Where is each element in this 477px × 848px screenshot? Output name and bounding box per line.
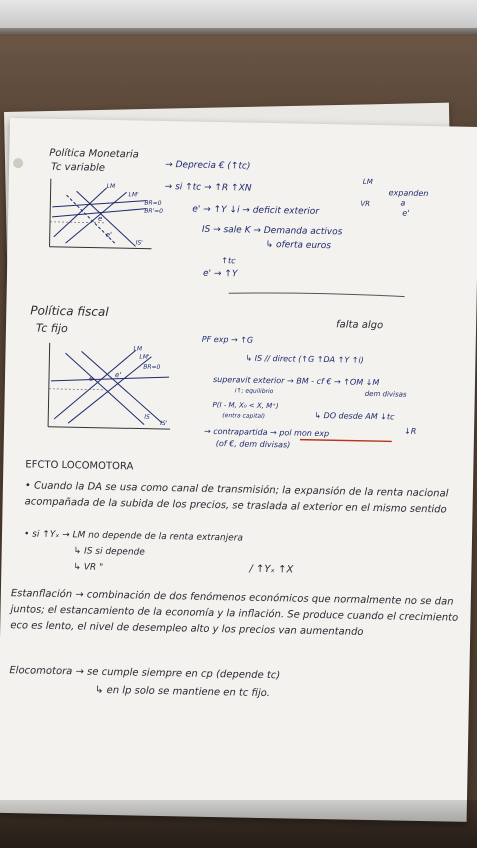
graph1-is-label: IS' [135,239,143,247]
section3-bullet2-a: • si ↑Yₓ → LM no depende de la renta extranjera [23,529,244,544]
s1-note-expanden: expanden [388,188,429,199]
fiscal-policy-graph [44,341,176,435]
graph2-is-label: IS [144,413,150,421]
s1-line-5: ↳ oferta euros [265,239,332,252]
s2-line-9: ↓R [403,426,417,436]
bottom-shadow [0,800,477,848]
section3-bullet2-c: ↳ VR " [73,562,104,573]
s2-line-4: i↑; equilibrio [234,387,274,396]
s1-line-2: → si ↑tc → ↑R ↑XN [164,181,252,194]
s2-line-1: PF exp → ↑G [201,334,254,345]
section3-bullet2-b: ↳ IS si depende [73,546,145,558]
s1-line-3: e' → ↑Y ↓i → deficit exterior [192,204,320,217]
graph2-lm-label: LM [133,345,143,353]
graph2-br-label: BR=0 [143,363,161,371]
s1-line-1: → Deprecia € (↑tc) [165,159,251,172]
s2-line-7: (entra capital) [222,412,266,420]
s1-line-6: ↑tc [221,256,236,266]
section-divider [227,290,407,299]
graph1-br-label: BR=0 [144,199,162,207]
punch-hole [13,158,23,168]
graph2-is2-label: IS' [160,419,168,428]
graph1-lm2-label: LM' [128,191,139,199]
s2-line-10: → contrapartida → pol mon exp [203,426,330,439]
estanflacion-paragraph: Estanflación → combinación de dos fenómenos económicos que normalmente no se dan juntos; el estancamiento de la economía y la inflación. Se produce cuando el crecimiento eco es lento, el nivel de desempleo alto y los precios van aumentando [10,588,459,638]
s1-line-4: IS → sale K → Demanda activos [201,224,343,238]
s1-bracket-bottom: VR [360,199,371,208]
graph1-e-label: e [98,214,103,223]
s2-line-11: (of €, dem divisas) [215,439,291,450]
section3-bullet2-d: / ↑Yₓ ↑X [249,563,294,576]
s1-bracket-top: LM [362,177,373,186]
section3-heading: EFCTO LOCOMOTORA [25,459,134,473]
section2-side-note: falta algo [335,319,384,332]
graph1-lm-label: LM [106,182,116,191]
section3-bullet1: • Cuando la DA se usa como canal de transmisión; la expansión de la renta nacional acompañada de la subida de los precios, se traslada al exterior en el mismo sentido [24,480,449,516]
section2-title: Política fiscal [30,303,109,319]
locomotora-line-a: Elocomotora → se cumple siempre en cp (depende tc) [9,665,281,682]
graph2-e-label: e [88,374,94,383]
section1-title: Política Monetaria [49,147,139,161]
graph1-e1-label: e' [105,230,113,239]
s2-line-2: ↳ IS // direct (↑G ↑DA ↑Y ↑i) [245,353,364,365]
s2-line-5: dem divisas [364,389,407,399]
locomotora-line-b: ↳ en lp solo se mantiene en tc fijo. [94,684,271,700]
s2-line-3: superavit exterior → BM - cf € → ↑OM ↓M [212,374,380,388]
s1-line-7: e' → ↑Y [202,268,238,280]
section1-subtitle: Tc variable [50,161,106,174]
s1-note-e: e' [402,208,410,218]
graph1-br2-label: BR'=0 [144,207,164,215]
s1-note-a: a [400,198,406,208]
s2-line-8: ↳ DO desde AM ↓tc [314,410,395,422]
section2-subtitle: Tc fijo [35,321,68,336]
laptop-shadow [0,28,477,36]
graph2-lm2-label: LM' [139,353,150,361]
graph2-e1-label: e' [115,371,122,380]
paper-sheet [0,118,477,822]
s2-line-6: P(I - M, X₀ < X, M⁺) [212,400,279,411]
red-underline [300,438,392,444]
laptop-edge [0,0,477,30]
